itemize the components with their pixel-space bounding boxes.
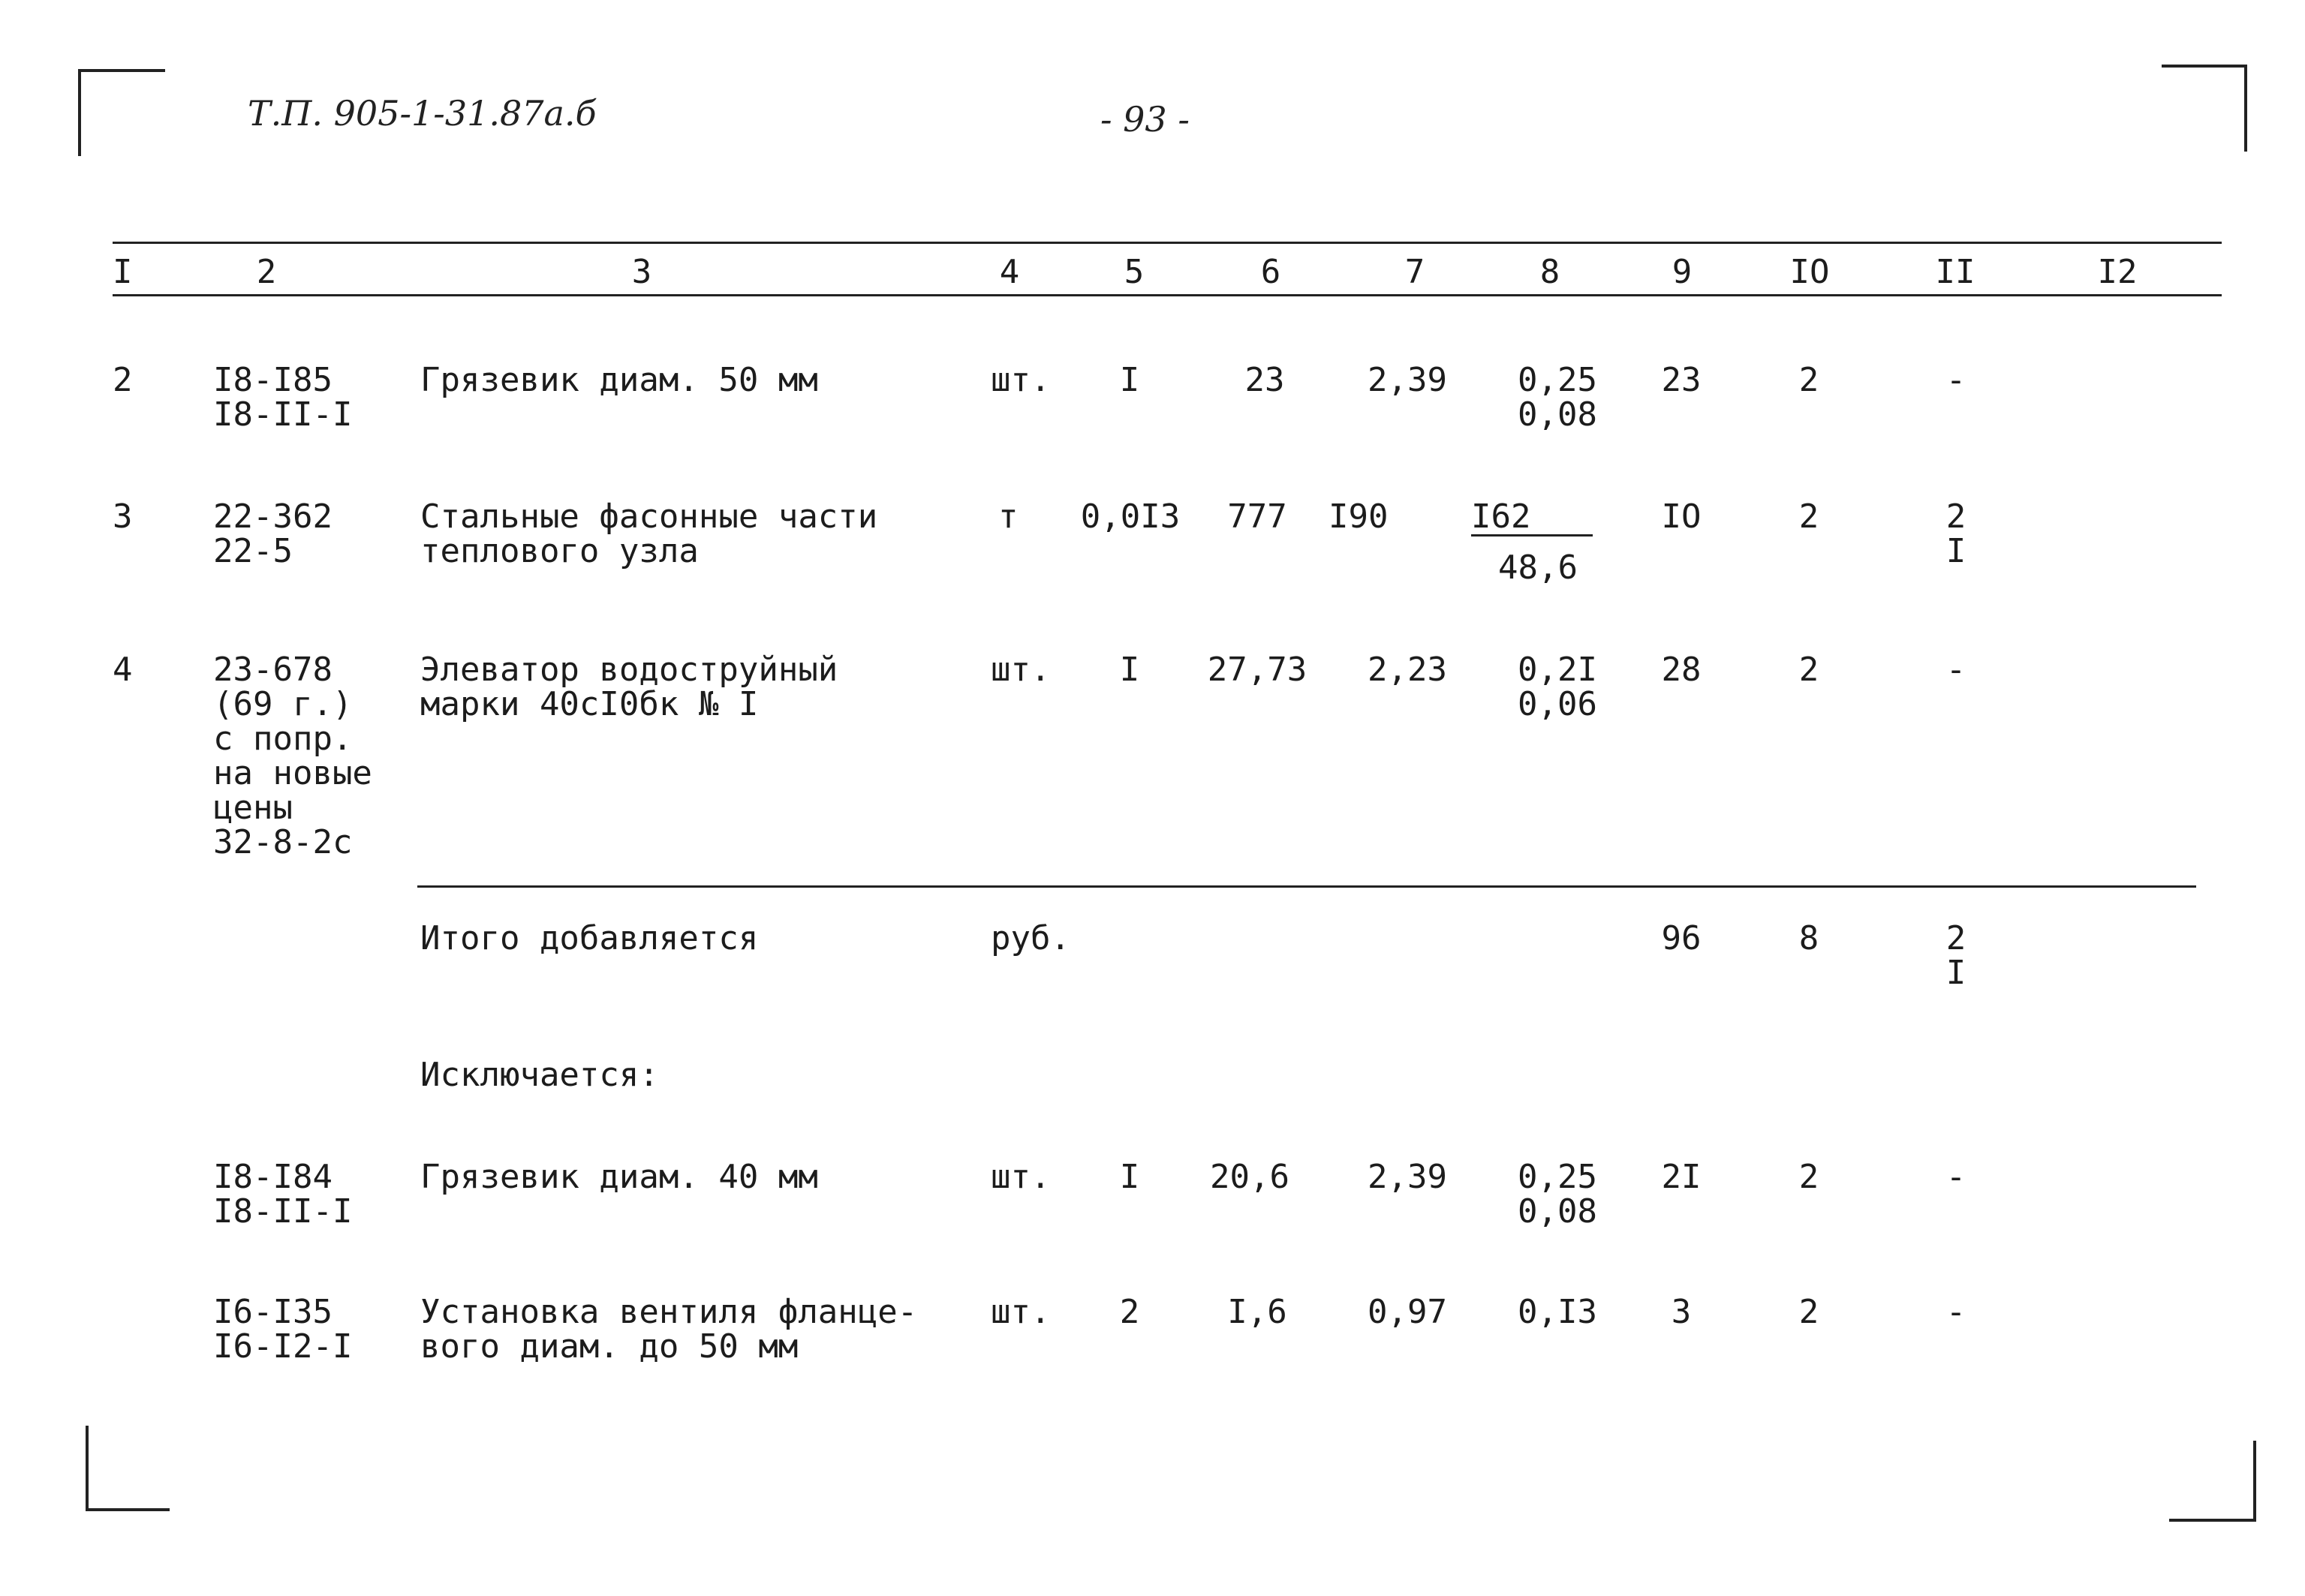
col-3-header: 3 <box>631 253 652 291</box>
item-name: теплового узла <box>420 532 699 570</box>
value-col-7: 0,97 <box>1368 1293 1447 1331</box>
unit-price: 777 <box>1227 497 1287 536</box>
item-name: Элеватор водоструйный <box>420 651 838 689</box>
item-name: Грязевик диам. 50 мм <box>420 361 818 399</box>
value-col-9: 3 <box>1671 1293 1692 1331</box>
value-col-9: 23 <box>1661 361 1702 399</box>
rate-code: I8-I84 <box>213 1158 333 1196</box>
page-number: - 93 - <box>1100 99 1190 140</box>
item-name: Грязевик диам. 40 мм <box>420 1158 818 1196</box>
rate-code: I8-II-I <box>213 395 353 434</box>
value-col-11: - <box>1945 651 1966 689</box>
item-name: вого диам. до 50 мм <box>420 1327 799 1366</box>
quantity: I <box>1119 361 1140 399</box>
value-col-7: 2,39 <box>1368 1158 1447 1196</box>
value-col-8: 0,08 <box>1518 395 1597 434</box>
unit-price: 27,73 <box>1207 651 1307 689</box>
col-9-header: 9 <box>1672 253 1693 291</box>
item-name: марки 40сI0бк № I <box>420 685 759 723</box>
total-col-11: 2 <box>1945 919 1966 957</box>
rate-code: I8-II-I <box>213 1192 353 1231</box>
value-col-10: 2 <box>1798 1158 1819 1196</box>
col-1-header: I <box>113 253 133 291</box>
value-col-8: 0,I3 <box>1518 1293 1597 1331</box>
value-col-7: I90 <box>1329 497 1389 536</box>
unit: т <box>998 497 1019 536</box>
unit: шт. <box>991 1293 1051 1331</box>
unit: шт. <box>991 361 1051 399</box>
value-col-8: 0,06 <box>1518 685 1597 723</box>
value-col-10: 2 <box>1798 361 1819 399</box>
item-name: Установка вентиля фланце- <box>420 1293 918 1331</box>
rate-code: I6-I35 <box>213 1293 333 1331</box>
rate-code: 22-5 <box>213 532 293 570</box>
table-top-rule <box>113 242 2222 244</box>
value-col-10: 2 <box>1798 651 1819 689</box>
quantity: I <box>1119 651 1140 689</box>
value-col-8: 0,25 <box>1518 361 1597 399</box>
subtotal-rule <box>417 885 2196 888</box>
unit-price: 23 <box>1244 361 1285 399</box>
col-10-header: IO <box>1789 253 1830 291</box>
value-col-10: 2 <box>1798 497 1819 536</box>
unit-price: I,6 <box>1227 1293 1287 1331</box>
value-col-7: 2,23 <box>1368 651 1447 689</box>
corner-top-right <box>2162 65 2247 152</box>
column-header-rule <box>113 294 2222 296</box>
total-label: Итого добавляется <box>420 919 759 957</box>
corner-bottom-right <box>2169 1441 2256 1522</box>
value-col-8: 0,25 <box>1518 1158 1597 1196</box>
quantity: I <box>1119 1158 1140 1196</box>
excluded-heading: Исключается: <box>420 1056 659 1094</box>
col-5-header: 5 <box>1124 253 1145 291</box>
value-col-11: I <box>1945 532 1966 570</box>
rate-code: на новые <box>213 754 372 792</box>
total-unit: руб. <box>991 919 1070 957</box>
value-col-9: 2I <box>1661 1158 1702 1196</box>
value-col-8: 0,08 <box>1518 1192 1597 1231</box>
rate-code: с попр. <box>213 720 353 758</box>
document-code: Т.П. 905-1-31.87а.б <box>248 93 597 134</box>
rate-code: 32-8-2с <box>213 823 353 861</box>
rate-code: 23-678 <box>213 651 333 689</box>
rate-code: цены <box>213 789 293 827</box>
rate-code: 22-362 <box>213 497 333 536</box>
value-col-8-denominator: 48,6 <box>1498 549 1578 587</box>
quantity: 2 <box>1119 1293 1140 1331</box>
value-col-11: - <box>1945 1158 1966 1196</box>
value-col-8: 0,2I <box>1518 651 1597 689</box>
rate-code: I6-I2-I <box>213 1327 353 1366</box>
col-2-header: 2 <box>256 253 277 291</box>
corner-bottom-left <box>86 1426 170 1511</box>
unit-price: 20,6 <box>1210 1158 1289 1196</box>
col-4-header: 4 <box>999 253 1020 291</box>
total-col-10: 8 <box>1798 919 1819 957</box>
col-7-header: 7 <box>1404 253 1425 291</box>
total-col-9: 96 <box>1661 919 1702 957</box>
rate-code: (69 г.) <box>213 685 353 723</box>
value-col-11: - <box>1945 1293 1966 1331</box>
col-12-header: I2 <box>2097 253 2138 291</box>
value-col-11: 2 <box>1945 497 1966 536</box>
value-col-7: 2,39 <box>1368 361 1447 399</box>
quantity: 0,0I3 <box>1080 497 1181 536</box>
value-col-11: - <box>1945 361 1966 399</box>
col-11-header: II <box>1935 253 1975 291</box>
row-number: 2 <box>113 361 133 399</box>
value-col-9: IO <box>1661 497 1702 536</box>
row-number: 4 <box>113 651 133 689</box>
total-col-11: I <box>1945 954 1966 992</box>
row-number: 3 <box>113 497 133 536</box>
value-col-9: 28 <box>1661 651 1702 689</box>
value-col-10: 2 <box>1798 1293 1819 1331</box>
col-8-header: 8 <box>1539 253 1560 291</box>
unit: шт. <box>991 1158 1051 1196</box>
corner-top-left <box>78 69 165 156</box>
item-name: Стальные фасонные части <box>420 497 878 536</box>
col-6-header: 6 <box>1260 253 1281 291</box>
unit: шт. <box>991 651 1051 689</box>
rate-code: I8-I85 <box>213 361 333 399</box>
value-col-8-numerator: I62 <box>1471 500 1593 537</box>
